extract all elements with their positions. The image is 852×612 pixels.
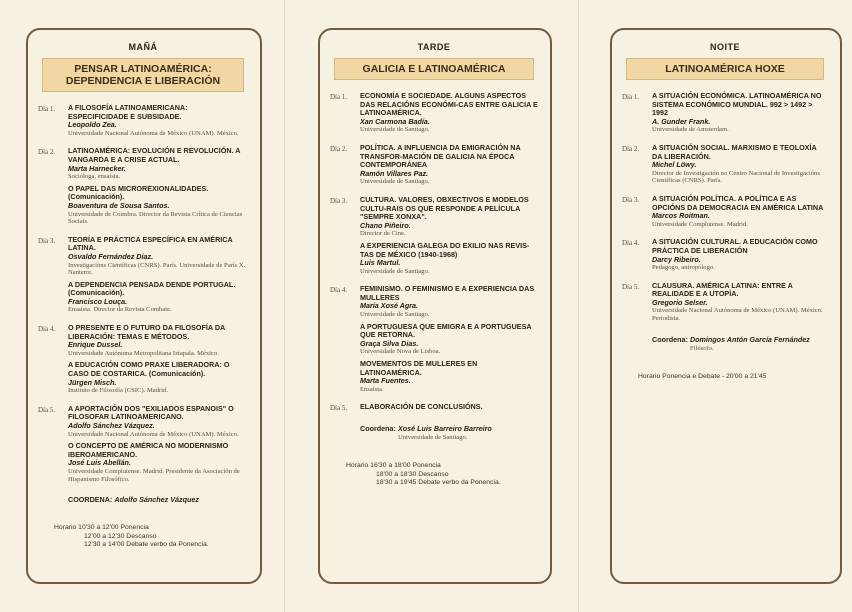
day-row [622,195,828,232]
day-label: Día 4. [622,239,640,248]
talk-entry [68,147,248,180]
speaker-affiliation: Ensaísta. [360,385,384,393]
fold-line-left [284,0,285,612]
day-entries [652,92,828,138]
day-row [622,282,828,327]
day-entries [652,144,828,189]
speaker-affiliation: Director de Cine. [360,230,406,238]
speaker-affiliation: Universidade Nova de Lisboa. [360,348,441,356]
day-label: Día 1. [38,105,56,113]
speaker-name: Graça Silva Dias. [360,338,419,348]
day-entries [360,285,538,397]
speaker-affiliation: Universidade de Santiago. [360,178,430,186]
talk-title: LATINOAMÉRICA: EVOLUCIÓN E REVOLUCIÓN. A VANGARDA E A CRISE ACTUAL. [68,146,241,164]
day-row [38,104,248,141]
talk-title: O PAPEL DAS MICROREXIONALIDADES. (Comunicación). [68,183,209,202]
coordinator [330,424,538,442]
session-band [334,58,534,80]
talk-entry [360,196,538,238]
day-entries [360,196,538,279]
speaker-affiliation: Investigacións Científicas (CNRS). París. Universidade de París X. Nanterre. [68,261,246,277]
talk-entry [360,242,538,275]
coordinator-label: Coordena: [360,424,396,433]
schedule [38,524,248,550]
day-row [38,236,248,318]
talk-entry [652,238,828,271]
day-entries [360,92,538,138]
schedule [330,462,538,488]
speaker-name: Marta Harnecker. [68,163,126,173]
session-title-line: LATINOAMÉRICA HOXE [665,63,785,75]
speaker-name: María Xosé Agra. [360,301,419,311]
day-label: Día 3. [330,196,348,205]
day-row [622,144,828,189]
speaker-name: Francisco Louça. [68,296,128,306]
schedule-line: Horario 16'30 a 18'00 Ponencia [346,462,441,469]
talk-entry [652,282,828,323]
talk-entry [360,360,538,393]
session-title-line: GALICIA E LATINOAMÉRICA [362,63,506,75]
speaker-affiliation: Universidade de Santiago. [360,126,430,134]
day-label: Día 5. [330,404,348,413]
day-entries [360,403,538,416]
day-label: Día 1. [330,93,348,101]
talk-entry [68,324,248,357]
talk-title: CLAUSURA. AMÉRICA LATINA: ENTRE A REALIDADE E A UTOPÍA. [652,280,793,299]
speaker-affiliation: Universidade Complutense. Madrid. Presidente da Asociación de Hispanismo Filosófico. [68,467,240,483]
talk-entry [68,104,248,137]
speaker-name: Osvaldo Fernández Díaz. [68,251,154,261]
speaker-name: Chano Piñeiro. [360,220,411,230]
day-label: Día 1. [622,93,640,101]
coordinator [622,335,828,353]
day-row [330,196,538,279]
session-band [626,58,824,80]
day-entries [68,104,248,141]
talk-title: A SITUACIÓN SOCIAL. MARXISMO E TEOLOXÍA DA LIBERACIÓN. [652,142,817,161]
speaker-affiliation: Socióloga, ensaísta. [68,173,121,181]
day-row [38,147,248,229]
speaker-affiliation: Universidade de Santiago. [360,267,430,275]
schedule-line: 12'30 a 14'00 Debate verbo da Ponencia. [84,541,209,549]
speaker-affiliation: Pedagogo, antropólogo. [652,264,715,272]
day-row [330,144,538,190]
day-label: Día 4. [330,286,348,295]
speaker-name: Gregorio Selser. [652,297,708,307]
talk-title: POLÍTICA. A INFLUENCIA DA EMIGRACIÓN NA TRANSFOR-MACIÓN DE GALICIA NA ÉPOCA CONTEMPORÁNEA [360,142,521,170]
speaker-affiliation: Instituto de Filosofía (CSIC). Madrid. [68,387,169,395]
speaker-name: Marcos Roitman. [652,211,710,221]
day-label: Día 5. [38,405,56,414]
talk-entry [68,405,248,438]
day-label: Día 2. [330,144,348,153]
day-row [330,92,538,138]
talk-entry [68,185,248,226]
speaker-name: Leopoldo Zea. [68,120,117,130]
talk-title: A FILOSOFÍA LATINOAMERICANA: ESPECIFICIDADE E SUBSIDADE. [68,103,188,121]
schedule-line: Horario 10'30 a 12'00 Ponencia [54,524,149,532]
coordinator-name: Adolfo Sánchez Vázquez [114,495,199,505]
talk-title: A SITUACIÓN ECONÓMICA. LATINOAMÉRICA NO SISTEMA ECONÓMICO MUNDIAL. 992 > 1492 > 1992 [652,91,822,118]
talk-title: A PORTUGUESA QUE EMIGRA E A PORTUGUESA QUE RETORNA. [360,321,532,340]
coordinator-name: Domingos Antón García Fernández [689,334,810,344]
panel-title: NOITE [709,42,740,52]
talk-title: A SITUACIÓN CULTURAL. A EDUCACIÓN COMO PRÁCTICA DE LIBERACIÓN [652,237,818,255]
talk-title: MOVEMENTOS DE MULLERES EN LATINOAMÉRICA. [360,359,478,377]
day-entries [68,324,248,399]
speaker-affiliation: Universidade Nacional Autónoma de México (UNAM). México. [68,430,239,438]
schedule-line: 18'00 a 18'30 Descanso [376,470,449,478]
coordinator-affiliation: Universidade de Santiago. [398,434,468,441]
speaker-affiliation: Universidade Autónoma Metropolitana Iztapala. México. [68,349,219,357]
day-entries [68,405,248,487]
talk-title: O PRESENTE E O FUTURO DA FILOSOFÍA DA LIBERACIÓN: TEMAS E MÉTODOS. [68,323,225,341]
panel-title: TARDE [417,42,451,52]
day-entries [652,282,828,327]
speaker-name: Adolfo Sánchez Vázquez. [68,421,155,430]
speaker-affiliation: Universidade Nacional Autónoma de México (UNAM). México. Periodista. [652,307,823,323]
talk-title: A SITUACIÓN POLÍTICA. A POLÍTICA E AS OPCIÓNS DA DEMOCRACIA EN AMÉRICA LATINA [652,193,824,212]
coordinator-affiliation: Filósofo. [690,344,714,352]
speaker-name: Ramón Villares Paz. [360,168,429,178]
talk-entry [360,323,538,356]
talk-entry [360,403,538,412]
coordinator [38,495,248,504]
speaker-name: A. Gunder Frank. [652,116,711,126]
panel-morning [26,28,262,584]
speaker-affiliation: Universidade Complutense. Madrid. [652,220,748,228]
talk-title: A APORTACIÓN DOS "EXILIADOS ESPANOIS" O FILOSOFAR LATINOAMERICANO. [68,403,234,422]
talk-title: FEMINISMO. O FEMINISMO E A EXPERIENCIA DAS MULLERES [360,284,535,302]
speaker-name: Michel Löwy. [652,160,697,170]
day-label: Día 5. [622,282,640,291]
talk-title: A EXPERIENCIA GALEGA DO EXILIO NAS REVIS-TAS DE MÉXICO (1940-1968) [360,240,530,259]
talk-title: O CONCEPTO DE AMÉRICA NO MODERNISMO IBEROAMERICANO. [68,441,229,459]
talk-entry [360,144,538,186]
speaker-name: Jürgen Misch. [68,377,117,387]
speaker-name: Boaventura de Sousa Santos. [68,200,170,210]
speaker-name: Darcy Ribeiro. [652,254,701,264]
panel-night [610,28,842,584]
speaker-name: Enrique Dussel. [68,340,123,350]
panel-title: MAÑÁ [128,42,158,52]
coordinator-label: COORDENA: [68,495,113,505]
talk-entry [68,442,248,483]
day-entries [68,236,248,318]
talk-entry [68,281,248,314]
talk-title: A DEPENDENCIA PENSADA DENDE PORTUGAL. (Comunicación). [68,279,236,298]
speaker-name: Xan Carmona Badía. [360,116,430,126]
day-row [330,285,538,397]
speaker-affiliation: Ensaísta. Director da Revista Combate. [68,306,172,314]
day-entries [360,144,538,190]
talk-title: A EDUCACIÓN COMO PRAXE LIBERADORA: O CASO DE COSTARICA. (Comunicación). [68,360,230,379]
talk-title: CULTURA. VALORES, OBXECTIVOS E MODELOS CULTU-RAIS OS QUE RESPONDE A PELÍCULA "SEMPRE XONXA". [360,194,529,222]
day-row [622,92,828,138]
talk-entry [360,92,538,134]
talk-entry [68,361,248,394]
day-label: Día 2. [622,144,640,153]
day-entries [652,195,828,232]
coordinator-label: Coordena: [652,334,688,344]
day-row [38,324,248,399]
schedule [622,373,828,382]
schedule-line: 12'00 a 12'30 Descanso [84,532,157,540]
speaker-affiliation: Director de Investigación no Centro Nacional de Investigacións Científicas (CNRS). París. [652,169,820,185]
day-row [330,403,538,416]
day-entries [68,147,248,229]
speaker-affiliation: Universidade de Santiago. [360,311,430,319]
coordinator-name: Xosé Luis Barreiro Barreiro [397,424,492,433]
day-label: Día 3. [38,236,56,245]
talk-entry [652,195,828,228]
talk-title: ELABORACIÓN DE CONCLUSIÓNS. [360,402,483,412]
talk-title: ECONOMÍA E SOCIEDADE. ALGUNS ASPECTOS DAS RELACIÓNS ECONÓMI-CAS ENTRE GALICIA E LATINOAMÉRICA. [360,91,538,118]
schedule-line: Horario Ponencia e Debate - 20'00 a 21'45 [638,372,767,380]
speaker-name: Marta Fuentes. [360,376,411,386]
talk-entry [652,92,828,134]
day-row [38,405,248,487]
day-label: Día 3. [622,195,640,204]
talk-title: TEORÍA E PRÁCTICA ESPECÍFICA EN AMÉRICA LATINA. [68,234,233,253]
fold-line-right [578,0,579,612]
day-label: Día 2. [38,148,56,157]
talk-entry [360,285,538,318]
day-row [622,238,828,275]
day-label: Día 4. [38,325,56,334]
speaker-affiliation: Universidade de Amsterdam. [652,126,729,134]
speaker-affiliation: Universidade de Coimbra. Director da Revista Crítica de Ciencias Sociais. [68,210,243,226]
talk-entry [68,236,248,277]
speaker-name: José Luis Abellán. [68,458,131,468]
schedule-line: 18'30 a 19'45 Debate verbo da Ponencia. [376,479,501,487]
session-title-line: PENSAR LATINOAMÉRICA: [74,63,212,75]
session-title-line: DEPENDENCIA E LIBERACIÓN [65,75,221,87]
speaker-name: Luis Martul. [360,258,401,268]
talk-entry [652,144,828,185]
speaker-affiliation: Universidade Nacional Autónoma de México (UNAM). México. [68,129,239,137]
day-entries [652,238,828,275]
session-band [42,58,244,92]
panel-afternoon [318,28,552,584]
